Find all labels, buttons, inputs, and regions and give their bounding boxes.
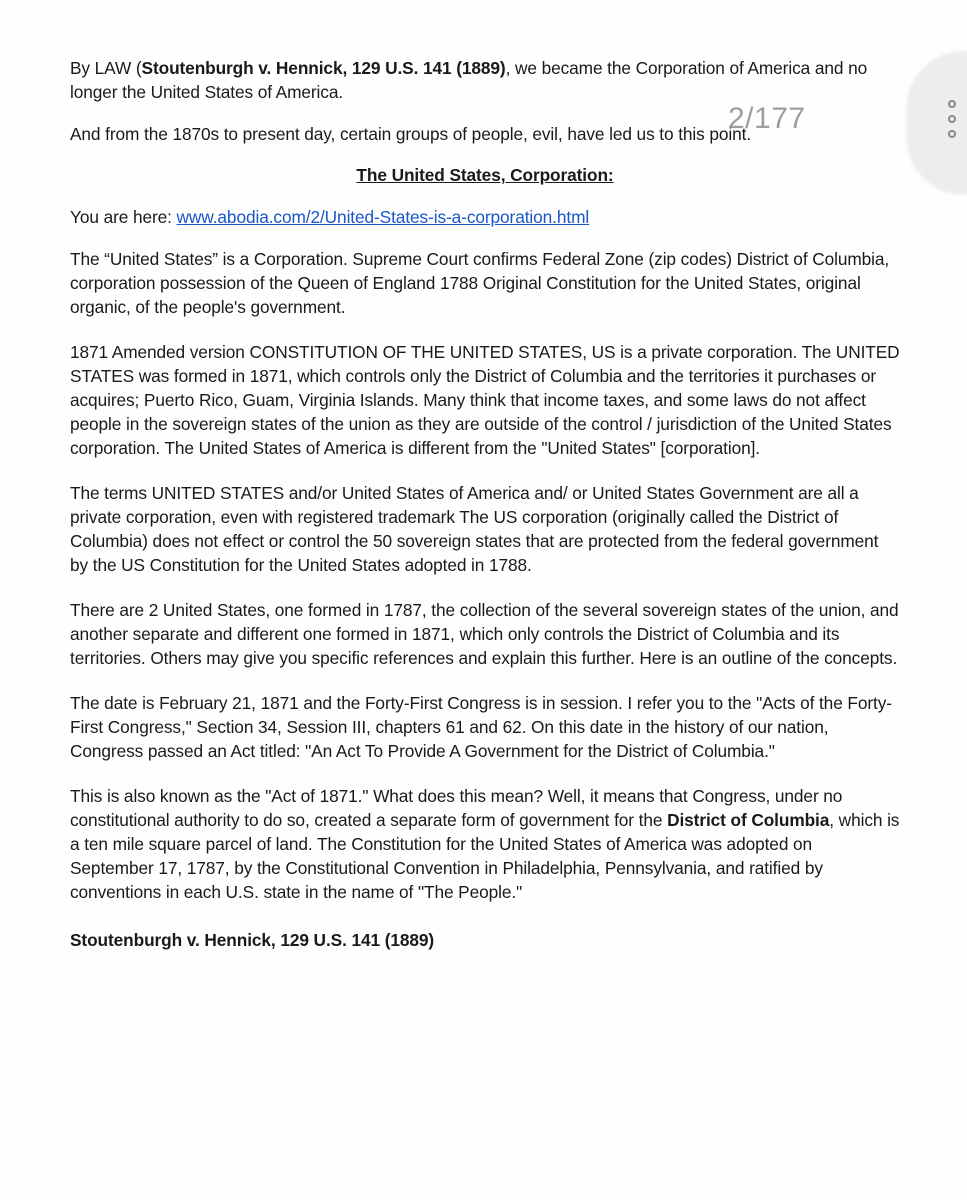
kebab-dot	[948, 115, 956, 123]
act-text-before: This is also known as the "Act of 1871." What does this mean? Well, it means that Congress, under no constitutional authority to do so, created a separate form of government for the	[70, 786, 843, 830]
paragraph-1871-amended: 1871 Amended version CONSTITUTION OF THE UNITED STATES, US is a private corporation. The UNITED STATES was formed in 1871, which controls only the District of Columbia and the territories it purchases or acquires; Puerto Rico, Guam, Virginia Islands. Many think that income taxes, and some laws do not affect people in the sovereign states of the union as they are outside of the control / jurisdiction of the United States corporation. The United States of America is different from the "United States" [corporation].	[70, 342, 900, 458]
act-district-bold: District of Columbia	[667, 810, 830, 830]
paragraph-february-1871: The date is February 21, 1871 and the Forty-First Congress is in session. I refer you to the "Acts of the Forty-First Congress," Section 34, Session III, chapters 61 and 62. On this date in the history of our nation, Congress passed an Act titled: "An Act To Provide A Government for the District of Columbia."	[70, 693, 892, 761]
heading-word: Corporation:	[510, 165, 614, 185]
heading-word: The	[356, 165, 387, 185]
intro-prefix: By LAW (	[70, 58, 142, 78]
intro-case-citation: Stoutenburgh v. Hennick, 129 U.S. 141 (1889)	[141, 58, 506, 78]
section-heading	[70, 163, 900, 187]
kebab-menu-icon[interactable]	[946, 100, 960, 146]
paragraph-two-united-states: There are 2 United States, one formed in 1787, the collection of the several sovereign states of the union, and another separate and different one formed in 1871, which only controls the District of Columbia and its territories. Others may give you specific references and explain this further. Here is an outline of the concepts.	[70, 600, 899, 668]
you-are-here-label: You are here:	[70, 207, 177, 227]
kebab-dot	[948, 100, 956, 108]
source-link[interactable]: www.abodia.com/2/United-States-is-a-corporation.html	[176, 207, 590, 227]
paragraph-1870s: And from the 1870s to present day, certain groups of people, evil, have led us to this point.	[70, 124, 752, 144]
paragraph-terms: The terms UNITED STATES and/or United States of America and/ or United States Government are all a private corporation, even with registered trademark The US corporation (originally called the District of Columbia) does not effect or control the 50 sovereign states that are protected from the federal government by the US Constitution for the United States adopted in 1788.	[70, 483, 879, 575]
document-page	[70, 56, 900, 952]
kebab-dot	[948, 130, 956, 138]
closing-citation: Stoutenburgh v. Hennick, 129 U.S. 141 (1889)	[70, 930, 435, 950]
intro-suffix: , we became the Corporation of America and no longer the United States of America.	[70, 58, 868, 102]
paragraph-act-of-1871	[70, 784, 900, 904]
page-counter: 2/177	[728, 102, 806, 135]
heading-word: United	[391, 165, 445, 185]
you-are-here-line	[70, 205, 900, 229]
paragraph-corporation: The “United States” is a Corporation. Supreme Court confirms Federal Zone (zip codes) District of Columbia, corporation possession of the Queen of England 1788 Original Constitution for the United States, original organic, of the people's government.	[70, 249, 890, 317]
heading-word: States,	[449, 165, 506, 185]
act-text-after: , which is a ten mile square parcel of land. The Constitution for the United States of America was adopted on September 17, 1787, by the Constitutional Convention in Philadelphia, Pennsylvania, and ratified by conventions in each U.S. state in the name of "The People."	[70, 810, 900, 902]
intro-paragraph	[70, 56, 900, 104]
